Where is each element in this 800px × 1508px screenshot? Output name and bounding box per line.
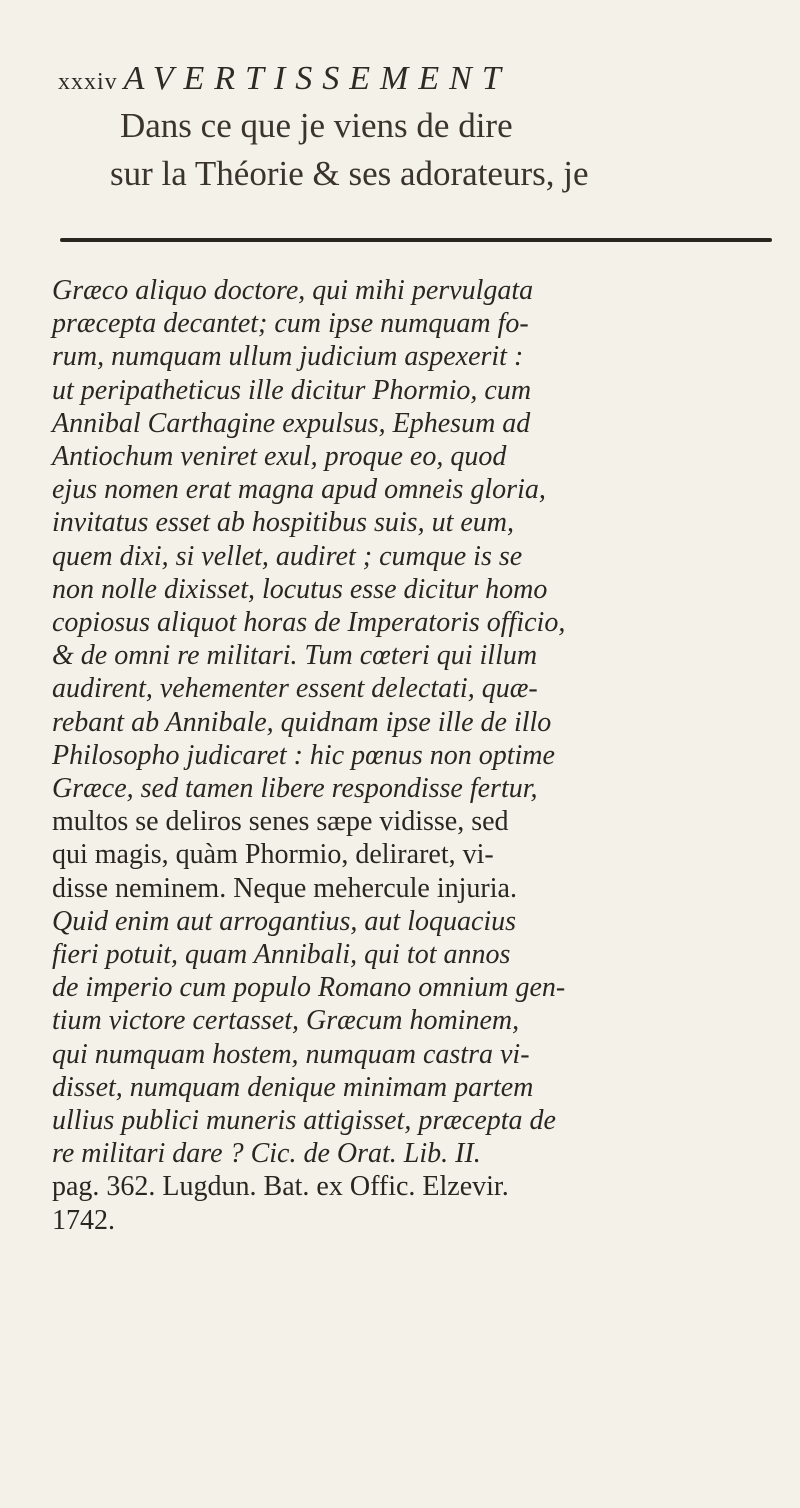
footnote-line: rebant ab Annibale, quidnam ipse ille de illo: [52, 706, 552, 738]
footnote-separator-rule: [60, 238, 772, 242]
footnote-line: multos se deliros senes sæpe vidisse, sed: [52, 806, 509, 838]
footnote-line: & de omni re militari. Tum cœteri qui illum: [52, 640, 538, 672]
footnote-line: quem dixi, si vellet, audiret ; cumque is se: [52, 540, 523, 572]
footnote-line: disse neminem. Neque mehercule injuria.: [52, 872, 517, 904]
footnote-line: re militari dare ? Cic. de Orat. Lib. II.: [52, 1138, 481, 1170]
intro-line: Dans ce que je viens de dire: [120, 106, 513, 145]
footnote-line: disset, numquam denique minimam partem: [52, 1071, 534, 1103]
footnote-line: qui numquam hostem, numquam castra vi-: [52, 1038, 530, 1070]
footnote-line: copiosus aliquot horas de Imperatoris officio,: [52, 607, 566, 639]
footnote-line: ut peripatheticus ille dicitur Phormio, cum: [52, 374, 532, 406]
footnote-line: præcepta decantet; cum ipse numquam fo-: [52, 308, 529, 340]
footnote-latin-quotation: [52, 274, 762, 1237]
footnote-line: de imperio cum populo Romano omnium gen-: [52, 972, 566, 1004]
footnote-line: rum, numquam ullum judicium aspexerit :: [52, 341, 524, 373]
footnote-line: tium victore certasset, Græcum hominem,: [52, 1005, 520, 1037]
intro-text: [110, 102, 770, 198]
footnote-line: pag. 362. Lugdun. Bat. ex Offic. Elzevir.: [52, 1171, 509, 1203]
footnote-line: audirent, vehementer essent delectati, quæ-: [52, 673, 538, 705]
footnote-line: ullius publici muneris attigisset, præcepta de: [52, 1105, 556, 1137]
page-number: xxxiv: [58, 69, 118, 95]
page-header: [58, 60, 758, 100]
footnote-line: Græco aliquo doctore, qui mihi pervulgata: [52, 275, 534, 306]
footnote-line: Antiochum veniret exul, proque eo, quod: [52, 441, 507, 473]
footnote-line: invitatus esset ab hospitibus suis, ut eum,: [52, 507, 514, 539]
footnote-line: Quid enim aut arrogantius, aut loquacius: [52, 905, 517, 937]
footnote-line: Annibal Carthagine expulsus, Ephesum ad: [52, 407, 531, 439]
footnote-line: ejus nomen erat magna apud omneis gloria,: [52, 474, 546, 506]
running-title: AVERTISSEMENT: [123, 60, 511, 97]
footnote-line: qui magis, quàm Phormio, deliraret, vi-: [52, 839, 494, 871]
footnote-line: Philosopho judicaret : hic pœnus non optime: [52, 739, 555, 771]
footnote-line: fieri potuit, quam Annibali, qui tot annos: [52, 939, 511, 971]
intro-line: sur la Théorie & ses adorateurs, je: [110, 154, 589, 193]
footnote-line: Græce, sed tamen libere respondisse fertur,: [52, 773, 538, 805]
footnote-line: 1742.: [52, 1204, 115, 1236]
footnote-line: non nolle dixisset, locutus esse dicitur homo: [52, 573, 548, 605]
